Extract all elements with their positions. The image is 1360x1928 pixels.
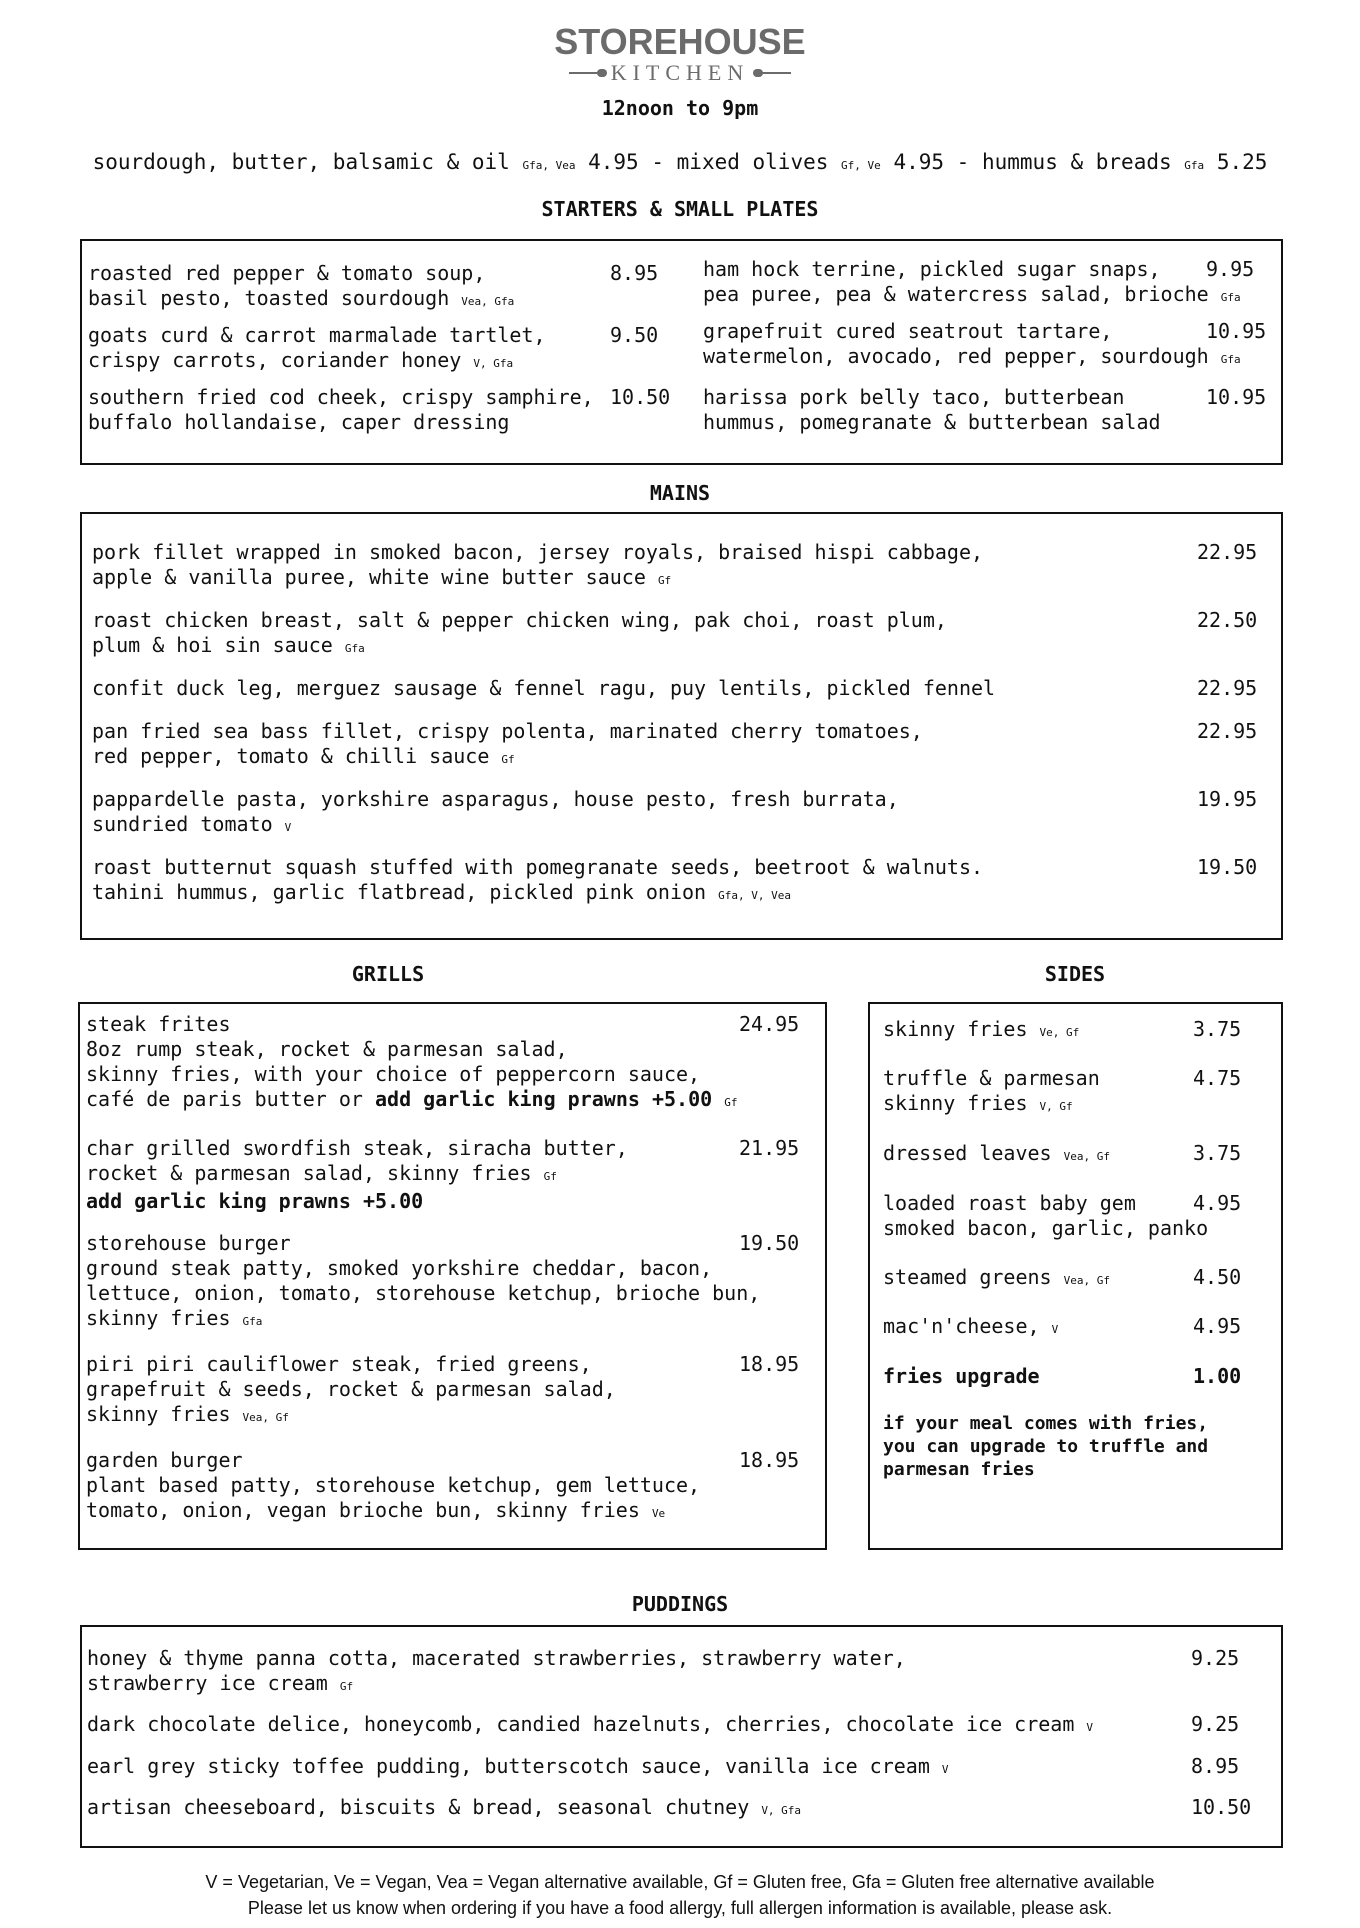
menu-item <box>703 319 1241 372</box>
bread-item: mixed olives <box>676 150 829 174</box>
brand-sub-row <box>0 60 1360 86</box>
side-item <box>883 1141 1110 1169</box>
side-item <box>883 1364 1040 1389</box>
item-price: 3.75 <box>1193 1017 1242 1041</box>
diet-tag: Gf <box>543 1170 557 1183</box>
menu-item <box>86 1136 628 1214</box>
diet-tag: Gfa <box>1220 291 1241 304</box>
diet-tag: Vea, Gf <box>242 1411 289 1424</box>
diet-tag: Gf <box>501 753 515 766</box>
menu-item <box>703 385 1161 435</box>
menu-item <box>87 1754 949 1782</box>
item-line: roast chicken breast, salt & pepper chicken wing, pak choi, roast plum, <box>92 608 947 632</box>
grills-box <box>78 1002 827 1550</box>
diet-tag: V <box>941 1763 949 1776</box>
item-text: basil pesto, toasted sourdough <box>88 286 450 310</box>
item-price: 10.95 <box>1206 319 1267 343</box>
separator: - <box>651 150 664 174</box>
diet-tag: V, Gf <box>1039 1100 1073 1113</box>
item-line: 8oz rump steak, rocket & parmesan salad, <box>86 1037 568 1061</box>
diet-tag: Ve, Gf <box>1039 1026 1080 1039</box>
item-line: ham hock terrine, pickled sugar snaps, <box>703 257 1161 281</box>
menu-item <box>92 676 995 701</box>
menu-item <box>92 540 983 593</box>
menu-item <box>92 855 983 908</box>
item-line: char grilled swordfish steak, siracha butter, <box>86 1136 628 1160</box>
item-line: pork fillet wrapped in smoked bacon, jersey royals, braised hispi cabbage, <box>92 540 984 564</box>
mains-box <box>80 512 1283 940</box>
diet-tag: Gfa <box>1220 353 1241 366</box>
menu-item <box>86 1012 737 1115</box>
item-price: 22.95 <box>1197 676 1258 700</box>
diet-tag: V <box>1051 1323 1059 1336</box>
item-line <box>92 812 899 840</box>
item-text: skinny fries <box>883 1017 1028 1041</box>
item-text: apple & vanilla puree, white wine butter sauce <box>92 565 646 589</box>
fork-icon <box>755 72 791 74</box>
bread-price: 5.25 <box>1216 150 1268 174</box>
item-text: red pepper, tomato & chilli sauce <box>92 744 490 768</box>
item-price: 19.95 <box>1197 787 1258 811</box>
item-line: plant based patty, storehouse ketchup, gem lettuce, <box>86 1473 701 1497</box>
bread-price: 4.95 <box>893 150 945 174</box>
item-line <box>86 1087 737 1115</box>
diet-tag: Gfa <box>1184 159 1205 172</box>
item-line <box>883 1265 1110 1293</box>
item-line: buffalo hollandaise, caper dressing <box>88 410 510 434</box>
item-price: 9.95 <box>1206 257 1255 281</box>
item-line: roasted red pepper & tomato soup, <box>88 261 486 285</box>
item-line <box>86 1306 760 1334</box>
item-line <box>883 1141 1110 1169</box>
item-price: 4.95 <box>1193 1191 1242 1215</box>
item-line: honey & thyme panna cotta, macerated strawberries, strawberry water, <box>87 1646 906 1670</box>
menu-item <box>703 257 1241 310</box>
menu-item <box>86 1352 616 1430</box>
bread-price: 4.95 <box>588 150 639 174</box>
item-text: skinny fries <box>86 1306 231 1330</box>
prawns-addon: add garlic king prawns +5.00 <box>86 1189 424 1213</box>
item-line <box>87 1712 1093 1740</box>
item-text: earl grey sticky toffee pudding, butterscotch sauce, vanilla ice cream <box>87 1754 930 1778</box>
item-line <box>88 286 514 314</box>
item-text: strawberry ice cream <box>87 1671 328 1695</box>
item-line <box>883 1091 1100 1119</box>
item-price: 18.95 <box>739 1352 800 1376</box>
menu-item <box>88 385 594 435</box>
item-price: 22.95 <box>1197 719 1258 743</box>
menu-item <box>87 1795 801 1823</box>
item-text: rocket & parmesan salad, skinny fries <box>86 1161 532 1185</box>
opening-hours: 12noon to 9pm <box>601 96 759 120</box>
note-line: parmesan fries <box>883 1459 1035 1480</box>
item-text: tahini hummus, garlic flatbread, pickled pink onion <box>92 880 707 904</box>
item-line: smoked bacon, garlic, panko <box>883 1216 1209 1240</box>
sides-title: SIDES <box>1044 962 1106 986</box>
diet-tag: Vea, Gfa <box>461 295 515 308</box>
diet-tag: V, Gfa <box>473 357 514 370</box>
item-line: goats curd & carrot marmalade tartlet, <box>88 323 546 347</box>
brand-logo <box>0 22 1360 86</box>
item-line <box>92 565 983 593</box>
diet-tag: Gfa <box>242 1315 263 1328</box>
item-text: steamed greens <box>883 1265 1052 1289</box>
diet-tag: Gf <box>657 574 672 587</box>
breads-line <box>0 150 1360 174</box>
item-text: skinny fries <box>883 1091 1028 1115</box>
item-price: 9.25 <box>1191 1646 1240 1670</box>
item-line: garden burger <box>86 1448 243 1472</box>
diet-tag: V, Gfa <box>761 1804 802 1817</box>
diet-tag: Vea, Gf <box>1063 1150 1110 1163</box>
item-line: roast butternut squash stuffed with pomegranate seeds, beetroot & walnuts. <box>92 855 984 879</box>
item-line: piri piri cauliflower steak, fried greens, <box>86 1352 592 1376</box>
item-line: confit duck leg, merguez sausage & fennel ragu, puy lentils, pickled fennel <box>92 676 996 700</box>
item-price: 19.50 <box>739 1231 800 1255</box>
item-price: 10.50 <box>610 385 671 409</box>
item-price: 22.95 <box>1197 540 1258 564</box>
item-price: 9.25 <box>1191 1712 1240 1736</box>
item-price: 18.95 <box>739 1448 800 1472</box>
item-text: plum & hoi sin sauce <box>92 633 333 657</box>
item-price: 19.50 <box>1197 855 1258 879</box>
item-line: fries upgrade <box>883 1364 1040 1388</box>
item-text: watermelon, avocado, red pepper, sourdough <box>703 344 1209 368</box>
diet-tag: Vea, Gf <box>1063 1274 1110 1287</box>
item-line <box>86 1402 616 1430</box>
item-price: 24.95 <box>739 1012 800 1036</box>
diet-key: V = Vegetarian, Ve = Vegan, Vea = Vegan alternative available, Gf = Gluten free, Gfa = Gluten free alternative available <box>205 1872 1155 1892</box>
mains-title: MAINS <box>649 481 711 505</box>
item-line: steak frites <box>86 1012 231 1036</box>
starters-box <box>80 239 1283 465</box>
item-line: hummus, pomegranate & butterbean salad <box>703 410 1161 434</box>
item-line <box>87 1754 949 1782</box>
side-item <box>883 1265 1110 1293</box>
menu-item <box>87 1646 906 1699</box>
menu-item <box>92 719 923 772</box>
puddings-title: PUDDINGS <box>631 1592 729 1616</box>
item-text: dark chocolate delice, honeycomb, candied hazelnuts, cherries, chocolate ice cream <box>87 1712 1075 1736</box>
menu-item <box>88 261 514 314</box>
item-price: 10.95 <box>1206 385 1267 409</box>
diet-tag: Gfa <box>344 642 365 655</box>
item-price: 8.95 <box>1191 1754 1240 1778</box>
item-line: grapefruit cured seatrout tartare, <box>703 319 1113 343</box>
item-line <box>86 1498 700 1526</box>
item-line <box>92 633 947 661</box>
item-line <box>87 1795 801 1823</box>
item-price: 4.75 <box>1193 1066 1242 1090</box>
item-line <box>88 348 546 376</box>
item-line <box>92 880 983 908</box>
diet-tag: V <box>1086 1721 1094 1734</box>
sides-box <box>868 1002 1283 1550</box>
knife-icon <box>569 72 605 74</box>
puddings-box <box>80 1625 1283 1848</box>
item-price: 22.50 <box>1197 608 1258 632</box>
item-line: pappardelle pasta, yorkshire asparagus, house pesto, fresh burrata, <box>92 787 899 811</box>
item-line: grapefruit & seeds, rocket & parmesan salad, <box>86 1377 616 1401</box>
item-text: sundried tomato <box>92 812 273 836</box>
item-line <box>883 1017 1079 1045</box>
item-line: ground steak patty, smoked yorkshire cheddar, bacon, <box>86 1256 713 1280</box>
item-price: 4.95 <box>1193 1314 1242 1338</box>
starters-title: STARTERS & SMALL PLATES <box>541 197 819 221</box>
item-text: mac'n'cheese, <box>883 1314 1040 1338</box>
item-price: 8.95 <box>610 261 659 285</box>
item-price: 1.00 <box>1193 1364 1242 1388</box>
note-line: if your meal comes with fries, <box>883 1413 1209 1434</box>
item-price: 3.75 <box>1193 1141 1242 1165</box>
item-line <box>92 744 923 772</box>
item-line <box>703 344 1241 372</box>
item-price: 4.50 <box>1193 1265 1242 1289</box>
note-line: you can upgrade to truffle and <box>883 1436 1209 1457</box>
diet-tag: Gfa, V, Vea <box>718 889 791 902</box>
item-text: tomato, onion, vegan brioche bun, skinny fries <box>86 1498 640 1522</box>
item-line: skinny fries, with your choice of peppercorn sauce, <box>86 1062 701 1086</box>
item-line: southern fried cod cheek, crispy samphire, <box>88 385 594 409</box>
fries-upgrade-note <box>883 1412 1208 1481</box>
item-line: harissa pork belly taco, butterbean <box>703 385 1125 409</box>
side-item <box>883 1066 1100 1119</box>
item-line <box>86 1161 628 1189</box>
bread-item: sourdough, butter, balsamic & oil <box>92 150 510 174</box>
menu-item <box>87 1712 1093 1740</box>
bread-item: hummus & breads <box>981 150 1172 174</box>
item-line: pan fried sea bass fillet, crispy polenta, marinated cherry tomatoes, <box>92 719 923 743</box>
item-price: 9.50 <box>610 323 659 347</box>
diet-tag: Gf <box>339 1680 354 1693</box>
item-line: storehouse burger <box>86 1231 291 1255</box>
item-text: crispy carrots, coriander honey <box>88 348 462 372</box>
brand-name: STOREHOUSE <box>554 21 806 62</box>
side-item <box>883 1314 1058 1342</box>
menu-item <box>86 1448 700 1526</box>
item-price: 21.95 <box>739 1136 800 1160</box>
diet-tag: Gf <box>724 1096 738 1109</box>
item-text: skinny fries <box>86 1402 231 1426</box>
prawns-addon: add garlic king prawns +5.00 <box>375 1087 713 1111</box>
item-price: 10.50 <box>1191 1795 1252 1819</box>
item-text: café de paris butter or <box>86 1087 363 1111</box>
menu-item <box>86 1231 760 1334</box>
brand-sub: KITCHEN <box>610 60 750 85</box>
allergy-note: Please let us know when ordering if you have a food allergy, full allergen information is available, please ask. <box>247 1898 1113 1918</box>
separator: - <box>956 150 970 174</box>
item-line <box>87 1671 906 1699</box>
item-line <box>703 282 1241 310</box>
menu-item <box>88 323 546 376</box>
item-text: artisan cheeseboard, biscuits & bread, seasonal chutney <box>87 1795 750 1819</box>
diet-tag: Gf, Ve <box>841 159 881 172</box>
side-item <box>883 1017 1079 1045</box>
grills-title: GRILLS <box>351 962 425 986</box>
item-text: pea puree, pea & watercress salad, brioche <box>703 282 1209 306</box>
item-line: truffle & parmesan <box>883 1066 1100 1090</box>
item-text: dressed leaves <box>883 1141 1052 1165</box>
item-line: loaded roast baby gem <box>883 1191 1136 1215</box>
diet-tag: Gfa, Vea <box>522 159 576 172</box>
menu-item <box>92 787 899 840</box>
item-line <box>883 1314 1058 1342</box>
diet-tag: Ve <box>651 1507 666 1520</box>
item-line: lettuce, onion, tomato, storehouse ketchup, brioche bun, <box>86 1281 761 1305</box>
menu-item <box>92 608 947 661</box>
diet-tag: V <box>284 821 292 834</box>
side-item <box>883 1191 1208 1241</box>
